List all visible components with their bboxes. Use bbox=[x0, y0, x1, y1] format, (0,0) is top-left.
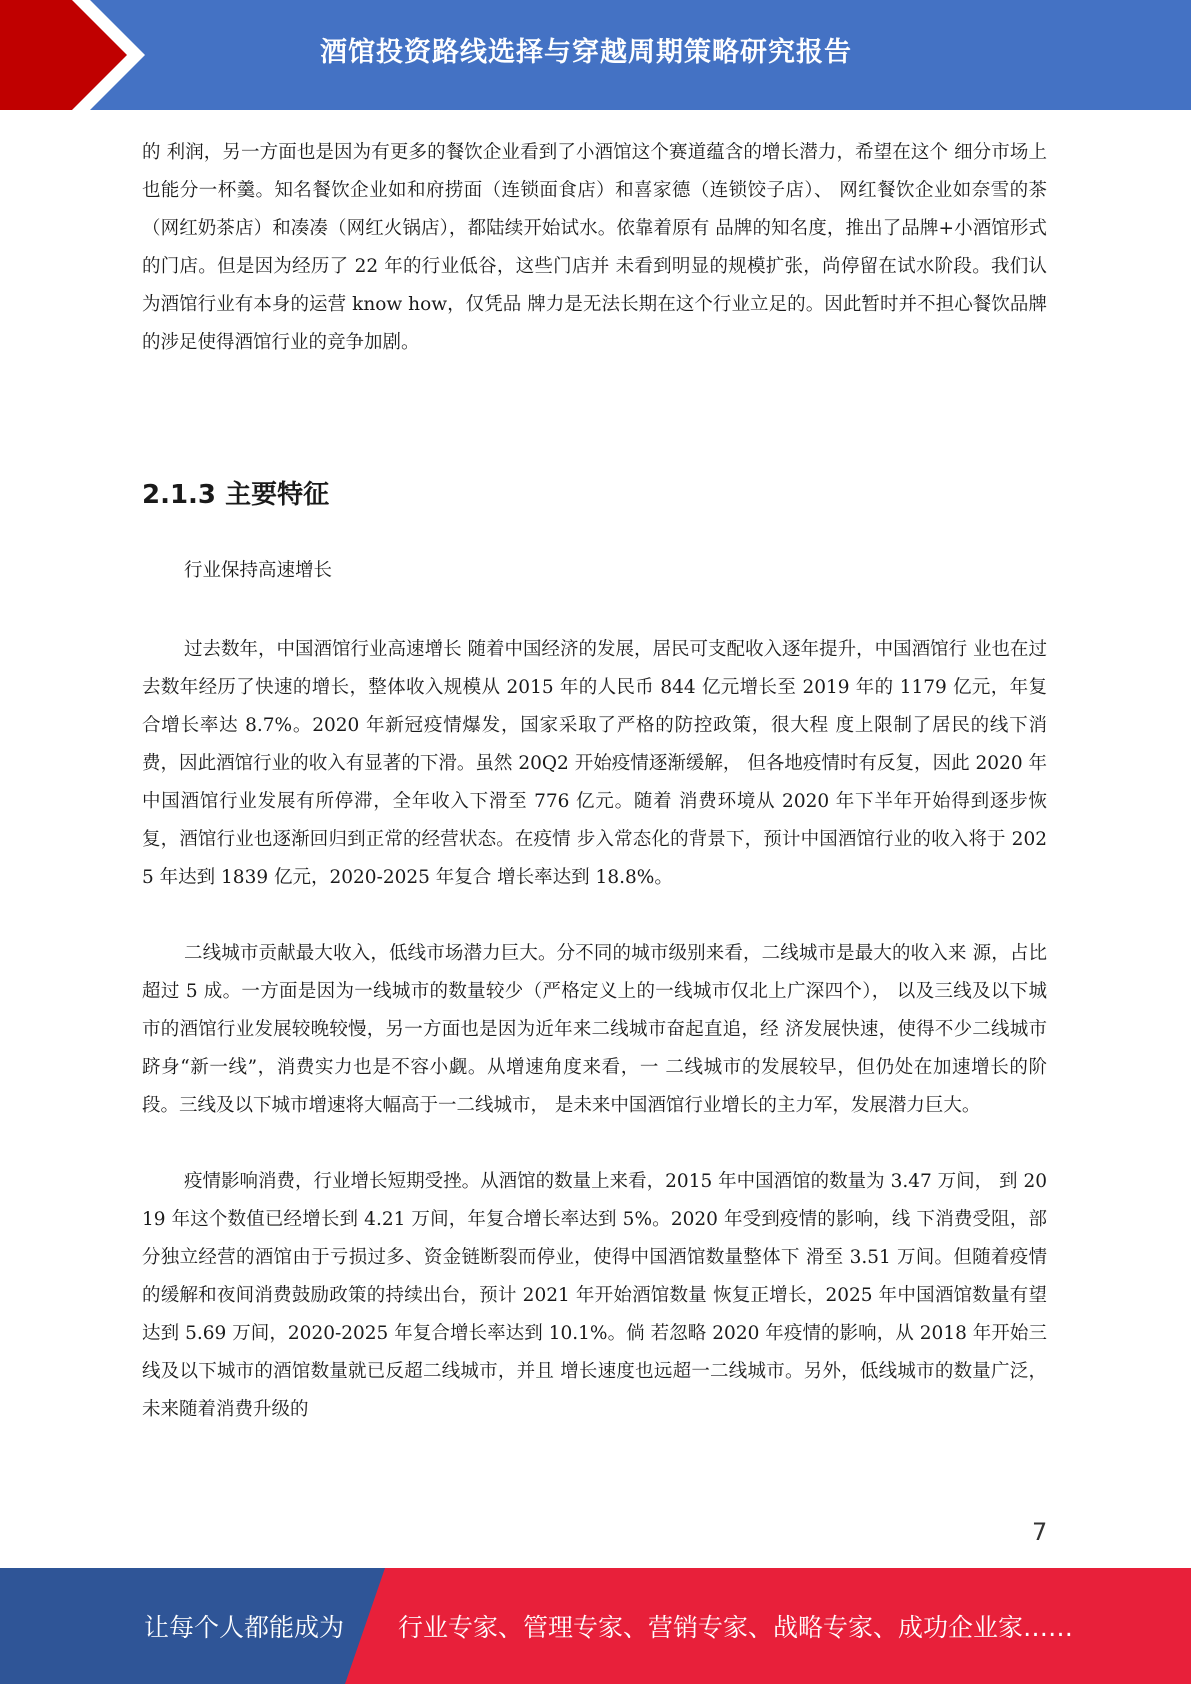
section-heading: 2.1.3 主要特征 bbox=[142, 480, 330, 510]
page-number: 7 bbox=[1032, 1518, 1048, 1546]
body-block bbox=[142, 631, 1047, 1429]
section-subheading: 行业保持高速增长 bbox=[184, 560, 333, 581]
paragraph-pandemic-impact: 疫情影响消费，行业增长短期受挫。从酒馆的数量上来看，2015 年中国酒馆的数量为 3.47 万间， 到 2019 年这个数值已经增长到 4.21 万间，年复合增长率达到 5%。2020 年受到疫情的影响，线 下消费受阻，部分独立经营的酒馆由于亏损过多、资金链断裂而停业，使得中国酒馆数量整体下 滑至 3.51 万间。但随着疫情的缓解和夜间消费鼓励政策的持续出台，预计 2021 年开始酒馆数量 恢复正增长，2025 年中国酒馆数量有望达到 5.69 万间，2020-2025 年复合增长率达到 10.1%。倘 若忽略 2020 年疫情的影响，从 2018 年开始三线及以下城市的酒馆数量就已反超二线城市，并且 增长速度也远超一二线城市。另外，低线城市的数量广泛，未来随着消费升级的 bbox=[142, 1171, 1047, 1420]
footer-slogan-left: 让每个人都能成为 bbox=[144, 1613, 345, 1642]
report-title: 酒馆投资路线选择与穿越周期策略研究报告 bbox=[320, 37, 852, 68]
footer-slogan-right: 行业专家、管理专家、营销专家、战略专家、成功企业家…… bbox=[398, 1613, 1074, 1642]
paragraph-growth: 过去数年，中国酒馆行业高速增长 随着中国经济的发展，居民可支配收入逐年提升，中国酒馆行 业也在过去数年经历了快速的增长，整体收入规模从 2015 年的人民币 844 亿元增长至 2019 年的 1179 亿元，年复合增长率达 8.7%。2020 年新冠疫情爆发，国家采取了严格的防控政策，很大程 度上限制了居民的线下消费，因此酒馆行业的收入有显著的下滑。虽然 20Q2 开始疫情逐渐缓解， 但各地疫情时有反复，因此 2020 年中国酒馆行业发展有所停滞，全年收入下滑至 776 亿元。随着 消费环境从 2020 年下半年开始得到逐步恢复，酒馆行业也逐渐回归到正常的经营状态。在疫情 步入常态化的背景下，预计中国酒馆行业的收入将于 2025 年达到 1839 亿元，2020-2025 年复合 增长率达到 18.8%。 bbox=[142, 639, 1047, 888]
page-footer bbox=[0, 1568, 1191, 1684]
intro-paragraph: 的 利润，另一方面也是因为有更多的餐饮企业看到了小酒馆这个赛道蕴含的增长潜力，希望在这个 细分市场上也能分一杯羹。知名餐饮企业如和府捞面（连锁面食店）和喜家德（连锁饺子店）、 网红餐饮企业如奈雪的茶（网红奶茶店）和凑凑（网红火锅店），都陆续开始试水。依靠着原有 品牌的知名度，推出了品牌+小酒馆形式的门店。但是因为经历了 22 年的行业低谷，这些门店并 未看到明显的规模扩张，尚停留在试水阶段。我们认为酒馆行业有本身的运营 know how，仅凭品 牌力是无法长期在这个行业立足的。因此暂时并不担心餐饮品牌的涉足使得酒馆行业的竞争加剧。 bbox=[142, 142, 1047, 353]
page-header bbox=[0, 0, 1191, 110]
intro-block bbox=[142, 134, 1047, 362]
paragraph-city-tiers: 二线城市贡献最大收入，低线市场潜力巨大。分不同的城市级别来看，二线城市是最大的收入来 源，占比超过 5 成。一方面是因为一线城市的数量较少（严格定义上的一线城市仅北上广深四个）， 以及三线及以下城市的酒馆行业发展较晚较慢，另一方面也是因为近年来二线城市奋起直追，经 济发展快速，使得不少二线城市跻身“新一线”，消费实力也是不容小觑。从增速角度来看，一 二线城市的发展较早，但仍处在加速增长的阶段。三线及以下城市增速将大幅高于一二线城市， 是未来中国酒馆行业增长的主力军，发展潜力巨大。 bbox=[142, 943, 1047, 1116]
header-red-chevron bbox=[0, 0, 150, 110]
